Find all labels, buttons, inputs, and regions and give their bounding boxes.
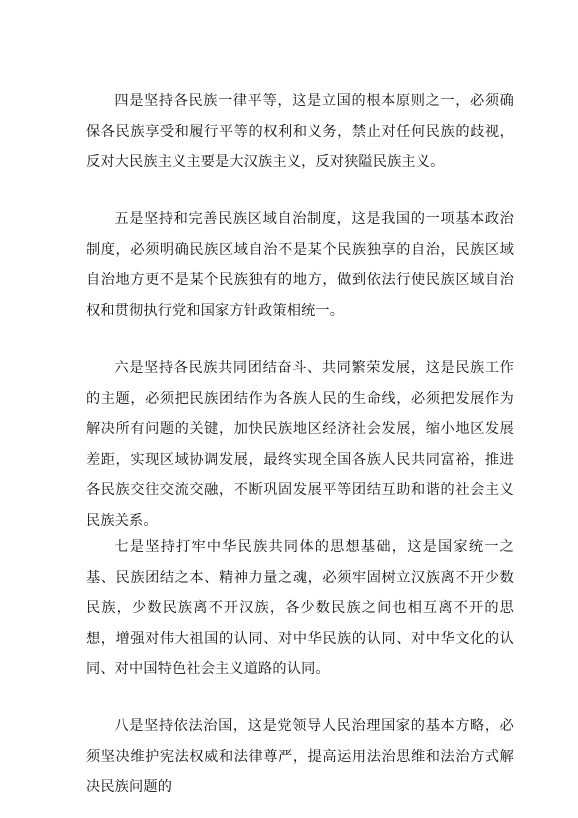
paragraph-principle-five: 五是坚持和完善民族区域自治制度，这是我国的一项基本政治制度，必须明确民族区域自治不是某个民族独享的自治，民族区域自治地方更不是某个民族独有的地方，做到依法行使民族区域自治权和贯彻执行党和国家方针政策相统一。 — [86, 211, 514, 319]
paragraph-principle-four: 四是坚持各民族一律平等，这是立国的根本原则之一，必须确保各民族享受和履行平等的权利和义务，禁止对任何民族的歧视，反对大民族主义主要是大汉族主义，反对狭隘民族主义。 — [86, 93, 514, 171]
paragraph-principle-eight: 八是坚持依法治国，这是党领导人民治理国家的基本方略，必须坚决维护宪法权威和法律尊严，提高运用法治思维和法治方式解决民族问题的 — [86, 718, 514, 796]
paragraph-principle-seven: 七是坚持打牢中华民族共同体的思想基础，这是国家统一之基、民族团结之本、精神力量之魂，必须牢固树立汉族离不开少数民族，少数民族离不开汉族，各少数民族之间也相互离不开的思想，增强对伟大祖国的认同、对中华民族的认同、对中华文化的认同、对中国特色社会主义道路的认同。 — [86, 539, 514, 678]
paragraph-principle-six: 六是坚持各民族共同团结奋斗、共同繁荣发展，这是民族工作的主题，必须把民族团结作为各族人民的生命线，必须把发展作为解决所有问题的关键，加快民族地区经济社会发展，缩小地区发展差距，实现区域协调发展，最终实现全国各族人民共同富裕，推进各民族交往交流交融，不断巩固发展平等团结互助和谐的社会主义民族关系。 — [86, 360, 514, 529]
